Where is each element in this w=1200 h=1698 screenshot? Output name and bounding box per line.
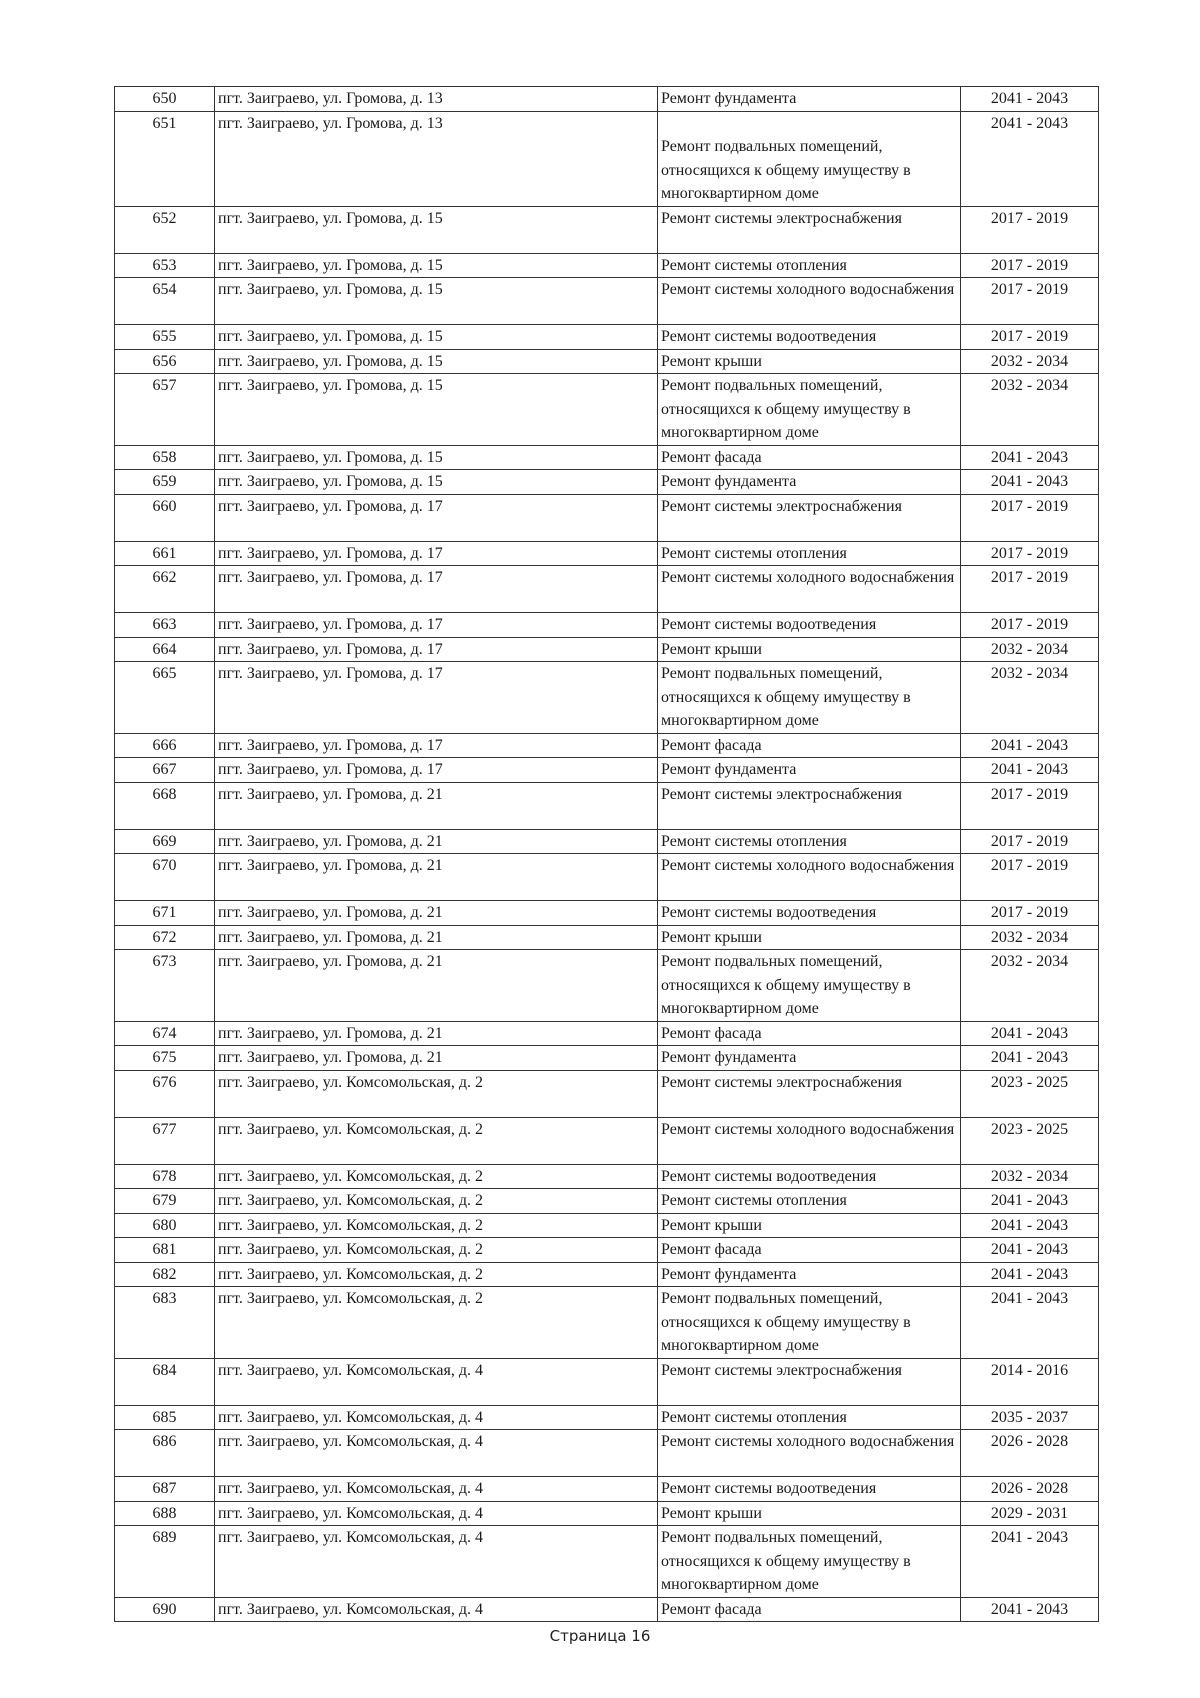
work-type-cell: Ремонт системы водоотведения [658, 613, 961, 638]
table-row [115, 1597, 1099, 1622]
row-number-cell: 682 [115, 1262, 215, 1287]
address-cell: пгт. Заиграево, ул. Комсомольская, д. 2 [215, 1117, 658, 1164]
address-cell: пгт. Заиграево, ул. Громова, д. 17 [215, 758, 658, 783]
row-number-cell: 663 [115, 613, 215, 638]
period-cell: 2041 - 2043 [961, 1238, 1099, 1263]
address-cell: пгт. Заиграево, ул. Громова, д. 21 [215, 1046, 658, 1071]
period-cell: 2017 - 2019 [961, 829, 1099, 854]
table-row [115, 1262, 1099, 1287]
work-type-cell: Ремонт системы отопления [658, 541, 961, 566]
period-cell: 2041 - 2043 [961, 470, 1099, 495]
period-cell: 2041 - 2043 [961, 1046, 1099, 1071]
row-number-cell: 685 [115, 1405, 215, 1430]
work-type-cell: Ремонт подвальных помещений, относящихся к общему имуществу в многоквартирном доме [658, 1526, 961, 1598]
table-row [115, 1526, 1099, 1598]
period-cell: 2026 - 2028 [961, 1477, 1099, 1502]
work-type-cell: Ремонт крыши [658, 1213, 961, 1238]
work-type-cell: Ремонт системы отопления [658, 253, 961, 278]
table-row [115, 1287, 1099, 1359]
address-cell: пгт. Заиграево, ул. Громова, д. 15 [215, 278, 658, 325]
page-number: Страница 16 [549, 1627, 651, 1645]
period-cell: 2041 - 2043 [961, 87, 1099, 112]
row-number-cell: 684 [115, 1358, 215, 1405]
work-type-cell: Ремонт крыши [658, 637, 961, 662]
work-type-cell: Ремонт фасада [658, 445, 961, 470]
period-cell: 2041 - 2043 [961, 1287, 1099, 1359]
address-cell: пгт. Заиграево, ул. Громова, д. 21 [215, 925, 658, 950]
table-row [115, 1358, 1099, 1405]
work-type-cell: Ремонт подвальных помещений, относящихся к общему имуществу в многоквартирном доме [658, 950, 961, 1022]
period-cell: 2041 - 2043 [961, 1597, 1099, 1622]
row-number-cell: 687 [115, 1477, 215, 1502]
period-cell: 2035 - 2037 [961, 1405, 1099, 1430]
period-cell: 2041 - 2043 [961, 758, 1099, 783]
table-row [115, 541, 1099, 566]
table-row [115, 733, 1099, 758]
table-row [115, 494, 1099, 541]
work-type-cell: Ремонт фасада [658, 1597, 961, 1622]
row-number-cell: 674 [115, 1021, 215, 1046]
work-type-cell: Ремонт системы электроснабжения [658, 1358, 961, 1405]
work-type-cell: Ремонт крыши [658, 1501, 961, 1526]
work-type-cell: Ремонт фундамента [658, 470, 961, 495]
address-cell: пгт. Заиграево, ул. Комсомольская, д. 2 [215, 1070, 658, 1117]
address-cell: пгт. Заиграево, ул. Комсомольская, д. 4 [215, 1430, 658, 1477]
work-type-cell: Ремонт подвальных помещений, относящихся к общему имуществу в многоквартирном доме [658, 1287, 961, 1359]
row-number-cell: 662 [115, 566, 215, 613]
row-number-cell: 655 [115, 325, 215, 350]
table-row [115, 925, 1099, 950]
row-number-cell: 660 [115, 494, 215, 541]
row-number-cell: 668 [115, 782, 215, 829]
address-cell: пгт. Заиграево, ул. Громова, д. 17 [215, 637, 658, 662]
period-cell: 2041 - 2043 [961, 1526, 1099, 1598]
row-number-cell: 653 [115, 253, 215, 278]
address-cell: пгт. Заиграево, ул. Комсомольская, д. 4 [215, 1501, 658, 1526]
period-cell: 2023 - 2025 [961, 1070, 1099, 1117]
row-number-cell: 658 [115, 445, 215, 470]
table-row [115, 206, 1099, 253]
table-row [115, 950, 1099, 1022]
period-cell: 2041 - 2043 [961, 1189, 1099, 1214]
address-cell: пгт. Заиграево, ул. Громова, д. 15 [215, 445, 658, 470]
address-cell: пгт. Заиграево, ул. Комсомольская, д. 4 [215, 1477, 658, 1502]
work-type-cell: Ремонт системы водоотведения [658, 1164, 961, 1189]
table-row [115, 662, 1099, 734]
address-cell: пгт. Заиграево, ул. Комсомольская, д. 4 [215, 1358, 658, 1405]
address-cell: пгт. Заиграево, ул. Громова, д. 15 [215, 374, 658, 446]
work-type-cell: Ремонт фундамента [658, 758, 961, 783]
work-type-cell: Ремонт системы холодного водоснабжения [658, 1430, 961, 1477]
row-number-cell: 650 [115, 87, 215, 112]
table-row [115, 1117, 1099, 1164]
period-cell: 2017 - 2019 [961, 278, 1099, 325]
table-row [115, 1046, 1099, 1071]
table-row [115, 111, 1099, 206]
address-cell: пгт. Заиграево, ул. Громова, д. 13 [215, 111, 658, 206]
address-cell: пгт. Заиграево, ул. Громова, д. 17 [215, 494, 658, 541]
table-row [115, 566, 1099, 613]
row-number-cell: 677 [115, 1117, 215, 1164]
row-number-cell: 664 [115, 637, 215, 662]
address-cell: пгт. Заиграево, ул. Комсомольская, д. 4 [215, 1597, 658, 1622]
period-cell: 2032 - 2034 [961, 950, 1099, 1022]
work-type-cell: Ремонт подвальных помещений, относящихся к общему имуществу в многоквартирном доме [658, 374, 961, 446]
row-number-cell: 672 [115, 925, 215, 950]
period-cell: 2032 - 2034 [961, 349, 1099, 374]
work-type-cell: Ремонт системы отопления [658, 1189, 961, 1214]
address-cell: пгт. Заиграево, ул. Комсомольская, д. 2 [215, 1238, 658, 1263]
table-row [115, 829, 1099, 854]
period-cell: 2029 - 2031 [961, 1501, 1099, 1526]
table-row [115, 374, 1099, 446]
work-type-cell: Ремонт системы холодного водоснабжения [658, 1117, 961, 1164]
work-type-cell: Ремонт системы водоотведения [658, 901, 961, 926]
row-number-cell: 683 [115, 1287, 215, 1359]
address-cell: пгт. Заиграево, ул. Громова, д. 21 [215, 1021, 658, 1046]
address-cell: пгт. Заиграево, ул. Громова, д. 15 [215, 206, 658, 253]
work-type-cell: Ремонт крыши [658, 925, 961, 950]
address-cell: пгт. Заиграево, ул. Комсомольская, д. 2 [215, 1189, 658, 1214]
work-type-cell: Ремонт системы водоотведения [658, 325, 961, 350]
work-type-cell: Ремонт системы водоотведения [658, 1477, 961, 1502]
period-cell: 2014 - 2016 [961, 1358, 1099, 1405]
work-type-cell: Ремонт фасада [658, 1021, 961, 1046]
table-row [115, 1238, 1099, 1263]
table-row [115, 901, 1099, 926]
row-number-cell: 688 [115, 1501, 215, 1526]
period-cell: 2017 - 2019 [961, 206, 1099, 253]
table-row [115, 637, 1099, 662]
address-cell: пгт. Заиграево, ул. Громова, д. 17 [215, 541, 658, 566]
address-cell: пгт. Заиграево, ул. Громова, д. 17 [215, 662, 658, 734]
table-row [115, 1070, 1099, 1117]
period-cell: 2032 - 2034 [961, 637, 1099, 662]
work-type-cell: Ремонт системы электроснабжения [658, 782, 961, 829]
address-cell: пгт. Заиграево, ул. Громова, д. 21 [215, 950, 658, 1022]
table-row [115, 1021, 1099, 1046]
row-number-cell: 690 [115, 1597, 215, 1622]
table-row [115, 1213, 1099, 1238]
period-cell: 2041 - 2043 [961, 733, 1099, 758]
table-row [115, 782, 1099, 829]
table-row [115, 445, 1099, 470]
address-cell: пгт. Заиграево, ул. Комсомольская, д. 2 [215, 1287, 658, 1359]
address-cell: пгт. Заиграево, ул. Громова, д. 17 [215, 733, 658, 758]
row-number-cell: 651 [115, 111, 215, 206]
period-cell: 2041 - 2043 [961, 1021, 1099, 1046]
period-cell: 2017 - 2019 [961, 541, 1099, 566]
period-cell: 2017 - 2019 [961, 566, 1099, 613]
period-cell: 2032 - 2034 [961, 1164, 1099, 1189]
period-cell: 2023 - 2025 [961, 1117, 1099, 1164]
address-cell: пгт. Заиграево, ул. Громова, д. 21 [215, 901, 658, 926]
row-number-cell: 669 [115, 829, 215, 854]
row-number-cell: 681 [115, 1238, 215, 1263]
work-type-cell: Ремонт фундамента [658, 1262, 961, 1287]
period-cell: 2041 - 2043 [961, 1213, 1099, 1238]
table-row [115, 1164, 1099, 1189]
table-body [115, 87, 1099, 1622]
work-type-cell: Ремонт крыши [658, 349, 961, 374]
work-type-cell: Ремонт фундамента [658, 1046, 961, 1071]
row-number-cell: 667 [115, 758, 215, 783]
repair-schedule-table [114, 86, 1099, 1622]
address-cell: пгт. Заиграево, ул. Громова, д. 13 [215, 87, 658, 112]
address-cell: пгт. Заиграево, ул. Громова, д. 21 [215, 854, 658, 901]
period-cell: 2041 - 2043 [961, 445, 1099, 470]
work-type-cell: Ремонт системы электроснабжения [658, 206, 961, 253]
work-type-cell: Ремонт системы холодного водоснабжения [658, 278, 961, 325]
address-cell: пгт. Заиграево, ул. Громова, д. 15 [215, 470, 658, 495]
period-cell: 2017 - 2019 [961, 325, 1099, 350]
table-row [115, 278, 1099, 325]
period-cell: 2017 - 2019 [961, 901, 1099, 926]
table-row [115, 87, 1099, 112]
row-number-cell: 689 [115, 1526, 215, 1598]
table-row [115, 1477, 1099, 1502]
work-type-cell: Ремонт системы электроснабжения [658, 1070, 961, 1117]
work-type-cell: Ремонт системы отопления [658, 1405, 961, 1430]
address-cell: пгт. Заиграево, ул. Громова, д. 17 [215, 613, 658, 638]
row-number-cell: 665 [115, 662, 215, 734]
period-cell: 2017 - 2019 [961, 253, 1099, 278]
row-number-cell: 656 [115, 349, 215, 374]
work-type-cell: Ремонт системы холодного водоснабжения [658, 566, 961, 613]
row-number-cell: 679 [115, 1189, 215, 1214]
row-number-cell: 666 [115, 733, 215, 758]
table-row [115, 758, 1099, 783]
work-type-cell: Ремонт системы электроснабжения [658, 494, 961, 541]
period-cell: 2026 - 2028 [961, 1430, 1099, 1477]
row-number-cell: 652 [115, 206, 215, 253]
period-cell: 2017 - 2019 [961, 782, 1099, 829]
period-cell: 2017 - 2019 [961, 854, 1099, 901]
work-type-cell: Ремонт системы холодного водоснабжения [658, 854, 961, 901]
address-cell: пгт. Заиграево, ул. Комсомольская, д. 4 [215, 1526, 658, 1598]
table-row [115, 854, 1099, 901]
row-number-cell: 670 [115, 854, 215, 901]
table-row [115, 1501, 1099, 1526]
address-cell: пгт. Заиграево, ул. Комсомольская, д. 2 [215, 1262, 658, 1287]
period-cell: 2032 - 2034 [961, 925, 1099, 950]
period-cell: 2032 - 2034 [961, 662, 1099, 734]
row-number-cell: 657 [115, 374, 215, 446]
row-number-cell: 680 [115, 1213, 215, 1238]
address-cell: пгт. Заиграево, ул. Громова, д. 15 [215, 349, 658, 374]
address-cell: пгт. Заиграево, ул. Громова, д. 15 [215, 325, 658, 350]
work-type-cell: Ремонт подвальных помещений, относящихся к общему имуществу в многоквартирном доме [658, 111, 961, 206]
row-number-cell: 675 [115, 1046, 215, 1071]
address-cell: пгт. Заиграево, ул. Громова, д. 17 [215, 566, 658, 613]
period-cell: 2017 - 2019 [961, 494, 1099, 541]
work-type-cell: Ремонт системы отопления [658, 829, 961, 854]
table-row [115, 1405, 1099, 1430]
row-number-cell: 671 [115, 901, 215, 926]
table-row [115, 1430, 1099, 1477]
row-number-cell: 678 [115, 1164, 215, 1189]
address-cell: пгт. Заиграево, ул. Комсомольская, д. 2 [215, 1213, 658, 1238]
address-cell: пгт. Заиграево, ул. Комсомольская, д. 4 [215, 1405, 658, 1430]
address-cell: пгт. Заиграево, ул. Громова, д. 21 [215, 782, 658, 829]
work-type-cell: Ремонт подвальных помещений, относящихся к общему имуществу в многоквартирном доме [658, 662, 961, 734]
work-type-cell: Ремонт фундамента [658, 87, 961, 112]
period-cell: 2041 - 2043 [961, 111, 1099, 206]
address-cell: пгт. Заиграево, ул. Громова, д. 21 [215, 829, 658, 854]
address-cell: пгт. Заиграево, ул. Комсомольская, д. 2 [215, 1164, 658, 1189]
row-number-cell: 659 [115, 470, 215, 495]
row-number-cell: 676 [115, 1070, 215, 1117]
period-cell: 2041 - 2043 [961, 1262, 1099, 1287]
table-row [115, 349, 1099, 374]
table-row [115, 1189, 1099, 1214]
table-row [115, 325, 1099, 350]
table-row [115, 253, 1099, 278]
address-cell: пгт. Заиграево, ул. Громова, д. 15 [215, 253, 658, 278]
row-number-cell: 661 [115, 541, 215, 566]
work-type-cell: Ремонт фасада [658, 1238, 961, 1263]
row-number-cell: 654 [115, 278, 215, 325]
period-cell: 2017 - 2019 [961, 613, 1099, 638]
work-type-cell: Ремонт фасада [658, 733, 961, 758]
row-number-cell: 686 [115, 1430, 215, 1477]
table-row [115, 470, 1099, 495]
table-row [115, 613, 1099, 638]
period-cell: 2032 - 2034 [961, 374, 1099, 446]
row-number-cell: 673 [115, 950, 215, 1022]
